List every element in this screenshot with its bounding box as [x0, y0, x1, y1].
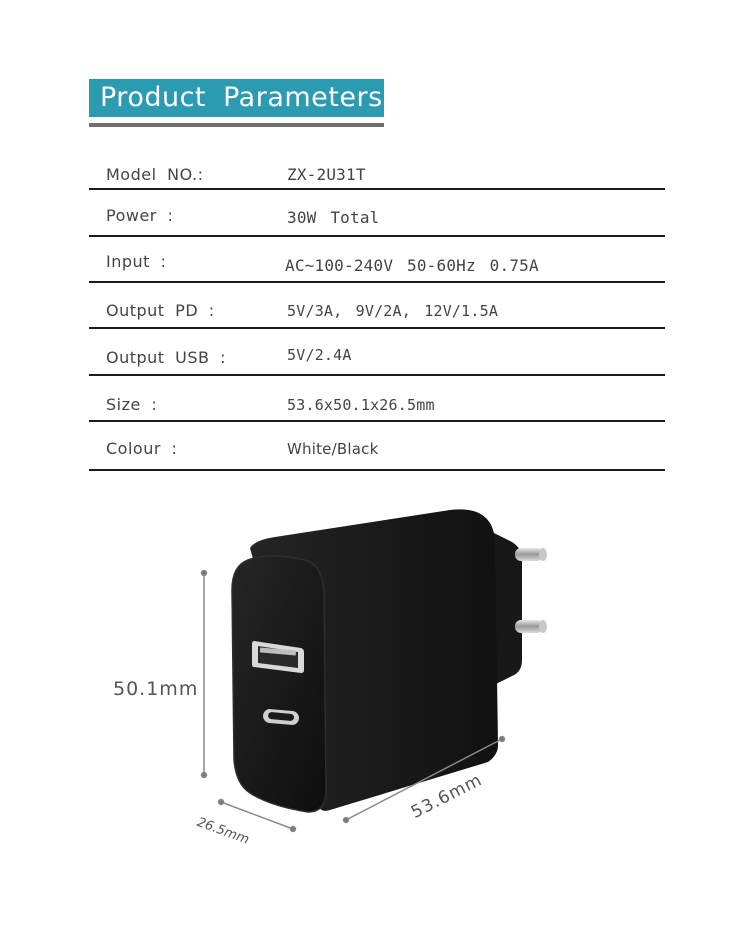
param-label: Model NO.: [106, 165, 204, 184]
param-label: Input : [106, 252, 167, 271]
charger-front-face [232, 556, 326, 812]
param-label: Colour : [106, 439, 178, 458]
param-label: Size : [106, 395, 158, 414]
length-label: 53.6mm [408, 770, 486, 823]
height-dimension-line [202, 571, 207, 778]
height-label: 50.1mm [113, 678, 199, 700]
param-value: 5V/2.4A [287, 346, 352, 364]
param-value: 30W Total [287, 208, 380, 227]
param-label: Output USB : [106, 348, 226, 367]
param-value: 5V/3A, 9V/2A, 12V/1.5A [287, 302, 499, 320]
param-value: 53.6x50.1x26.5mm [287, 396, 435, 414]
param-value: ZX-2U31T [287, 165, 366, 184]
depth-label: 26.5mm [194, 815, 252, 848]
param-value: White/Black [287, 440, 379, 458]
param-label: Output PD : [106, 301, 215, 320]
param-label: Power : [106, 206, 174, 225]
param-value: AC~100-240V 50-60Hz 0.75A [285, 256, 539, 275]
section-title: Product Parameters [89, 79, 384, 117]
